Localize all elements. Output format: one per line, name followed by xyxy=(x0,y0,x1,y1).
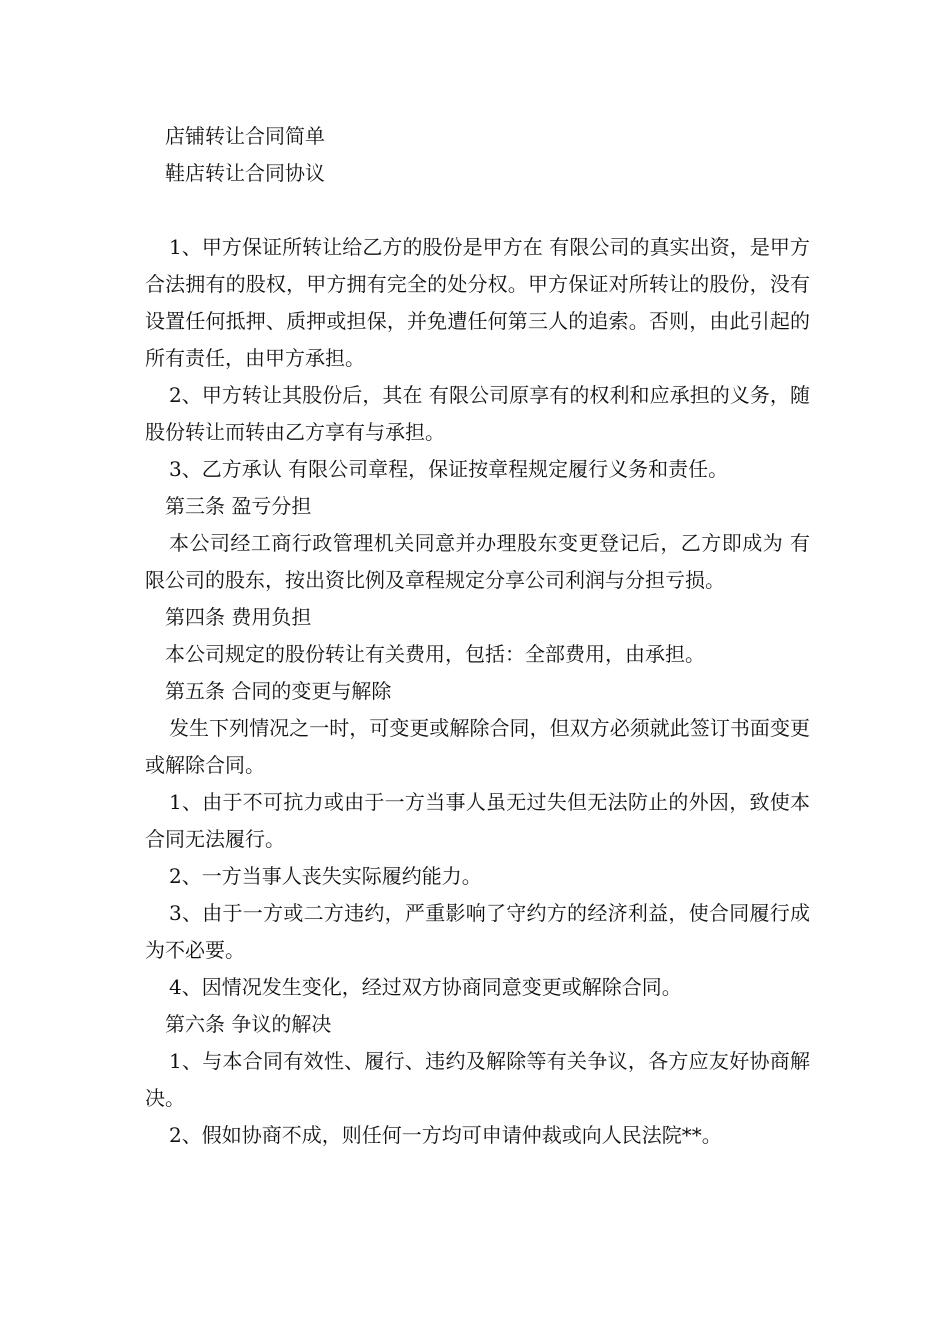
clause-paragraph: 2、假如协商不成，则任何一方均可申请仲裁或向人民法院**。 xyxy=(169,1123,722,1147)
article-heading: 第五条 合同的变更与解除 xyxy=(165,679,392,703)
article-heading: 第四条 费用负担 xyxy=(165,605,312,629)
document-title-2: 鞋店转让合同协议 xyxy=(165,161,325,185)
article-heading: 第六条 争议的解决 xyxy=(165,1012,332,1036)
clause-paragraph: 2、甲方转让其股份后，其在 有限公司原享有的权利和应承担的义务，随股份转让而转由乙方享有与承担。 xyxy=(145,383,810,444)
article-heading: 第三条 盈亏分担 xyxy=(165,494,312,518)
clause-paragraph: 本公司经工商行政管理机关同意并办理股东变更登记后，乙方即成为 有限公司的股东，按出资比例及章程规定分享公司利润与分担亏损。 xyxy=(145,531,810,592)
clause-paragraph: 2、一方当事人丧失实际履约能力。 xyxy=(169,864,482,888)
clause-paragraph: 1、由于不可抗力或由于一方当事人虽无过失但无法防止的外因，致使本合同无法履行。 xyxy=(145,790,810,851)
clause-paragraph: 发生下列情况之一时，可变更或解除合同，但双方必须就此签订书面变更或解除合同。 xyxy=(145,716,810,777)
clause-paragraph: 3、由于一方或二方违约，严重影响了守约方的经济利益，使合同履行成为不必要。 xyxy=(145,901,810,962)
clause-paragraph: 1、与本合同有效性、履行、违约及解除等有关争议，各方应友好协商解决。 xyxy=(145,1049,810,1110)
clause-paragraph: 4、因情况发生变化，经过双方协商同意变更或解除合同。 xyxy=(169,975,682,999)
document-title-1: 店铺转让合同简单 xyxy=(165,124,325,148)
document-body xyxy=(145,118,810,1154)
blank-line xyxy=(145,192,810,229)
clause-paragraph: 1、甲方保证所转让给乙方的股份是甲方在 有限公司的真实出资，是甲方合法拥有的股权，甲方拥有完全的处分权。甲方保证对所转让的股份，没有设置任何抵押、质押或担保，并免遭任何第三人的追索。否则，由此引起的所有责任，由甲方承担。 xyxy=(145,235,810,370)
clause-paragraph: 本公司规定的股份转让有关费用，包括：全部费用，由承担。 xyxy=(165,642,705,666)
clause-paragraph: 3、乙方承认 有限公司章程，保证按章程规定履行义务和责任。 xyxy=(169,457,729,481)
